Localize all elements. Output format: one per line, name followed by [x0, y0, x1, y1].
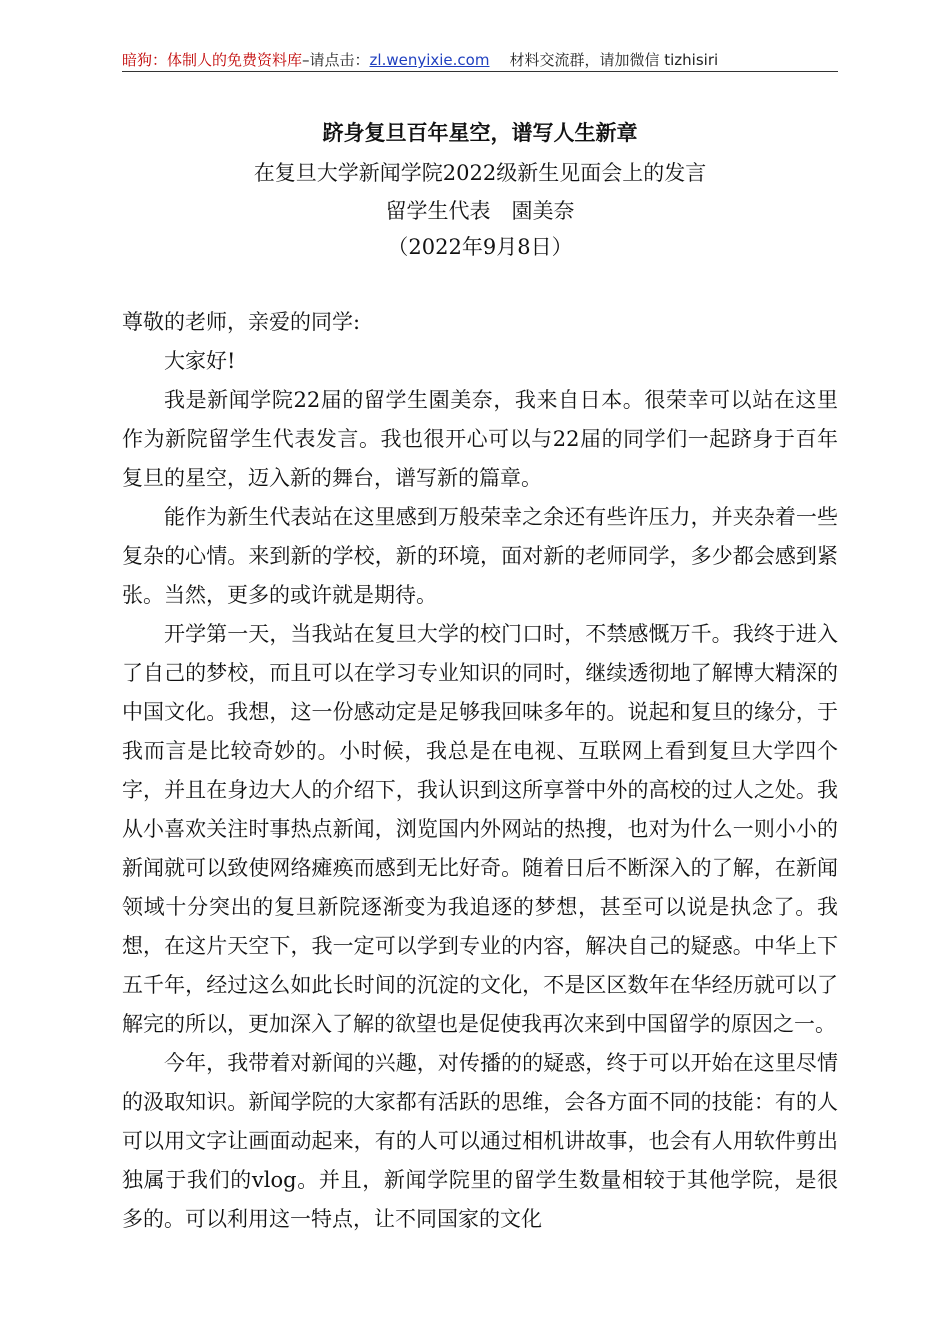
paragraph-greeting: 大家好! — [164, 349, 236, 373]
promo-text: 暗狗：体制人的免费资料库 — [122, 51, 303, 69]
speaker-line: 留学生代表 園美奈 — [385, 199, 575, 223]
header-divider — [122, 71, 838, 72]
page-header — [122, 48, 838, 72]
speech-date: （2022年9月8日） — [387, 235, 573, 259]
paragraph: 我是新闻学院22届的留学生園美奈，我来自日本。很荣幸可以站在这里作为新院留学生代表发言。我也很开心可以与22届的同学们一起跻身于百年复旦的星空，迈入新的舞台，谱写新的篇章。 — [122, 388, 838, 490]
document-title: 跻身复旦百年星空，谱写人生新章 — [322, 120, 638, 145]
document-body — [122, 303, 838, 1239]
paragraph: 今年，我带着对新闻的兴趣，对传播的的疑惑，终于可以开始在这里尽情的汲取知识。新闻学院的大家都有活跃的思维，会各方面不同的技能：有的人可以用文字让画面动起来，有的人可以通过相机讲故事，也会有人用软件剪出独属于我们的vlog。并且，新闻学院里的留学生数量相较于其他学院，是很多的。可以利用这一特点，让不同国家的文化 — [122, 1051, 838, 1231]
salutation: 尊敬的老师，亲爱的同学: — [122, 310, 361, 334]
paragraph: 能作为新生代表站在这里感到万般荣幸之余还有些许压力，并夹杂着一些复杂的心情。来到新的学校，新的环境，面对新的老师同学，多少都会感到紧张。当然，更多的或许就是期待。 — [122, 505, 838, 607]
paragraph: 开学第一天，当我站在复旦大学的校门口时，不禁感慨万千。我终于进入了自己的梦校，而且可以在学习专业知识的同时，继续透彻地了解博大精深的中国文化。我想，这一份感动定是足够我回味多年的。说起和复旦的缘分，于我而言是比较奇妙的。小时候，我总是在电视、互联网上看到复旦大学四个字，并且在身边大人的介绍下，我认识到这所享誉中外的高校的过人之处。我从小喜欢关注时事热点新闻，浏览国内外网站的热搜，也对为什么一则小小的新闻就可以致使网络瘫痪而感到无比好奇。随着日后不断深入的了解，在新闻领域十分突出的复旦新院逐渐变为我追逐的梦想，甚至可以说是执念了。我想，在这片天空下，我一定可以学到专业的内容，解决自己的疑惑。中华上下五千年，经过这么如此长时间的沉淀的文化，不是区区数年在华经历就可以了解完的所以，更加深入了解的欲望也是促使我再次来到中国留学的原因之一。 — [122, 622, 838, 1036]
click-prompt: –请点击： — [302, 51, 370, 69]
website-link[interactable]: zl.wenyixie.com — [369, 51, 490, 69]
document-subtitle: 在复旦大学新闻学院2022级新生见面会上的发言 — [253, 161, 707, 185]
group-note: 材料交流群，请加微信 tizhisiri — [509, 51, 719, 69]
